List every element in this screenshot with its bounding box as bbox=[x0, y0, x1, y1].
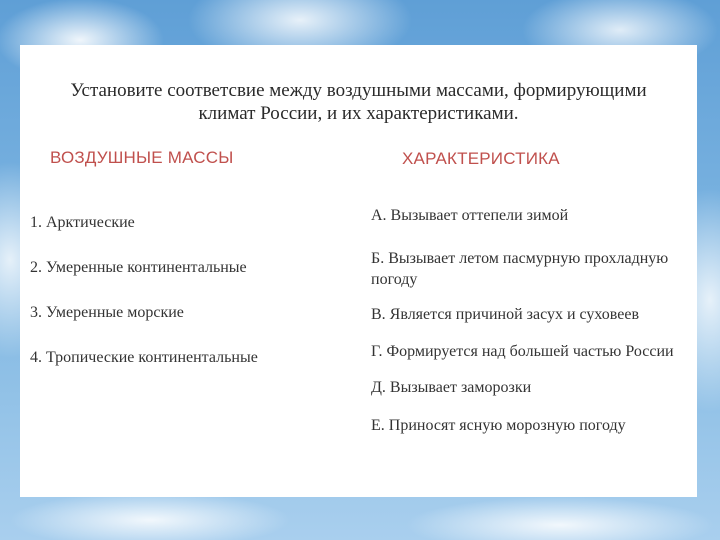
characteristic-item: Д. Вызывает заморозки bbox=[371, 379, 532, 396]
air-masses-header: ВОЗДУШНЫЕ МАССЫ bbox=[50, 148, 234, 167]
characteristic-item: Е. Приносят ясную морозную погоду bbox=[371, 417, 626, 434]
characteristic-item: Б. Вызывает летом пасмурную прохладную погоду bbox=[371, 250, 669, 288]
air-masses-list bbox=[30, 211, 360, 391]
characteristics-list bbox=[371, 205, 691, 436]
slide bbox=[20, 45, 697, 497]
air-mass-item: 1. Арктические bbox=[30, 214, 135, 231]
air-mass-item: 3. Умеренные морские bbox=[30, 304, 184, 321]
characteristic-item: В. Является причиной засух и суховеев bbox=[371, 306, 640, 323]
slide-title bbox=[20, 79, 697, 125]
title-line-1: Установите соответсвие между воздушными массами, формирующими bbox=[70, 80, 647, 101]
characteristic-item: Г. Формируется над большей частью России bbox=[371, 343, 674, 360]
characteristic-item: А. Вызывает оттепели зимой bbox=[371, 207, 569, 224]
title-line-2: климат России, и их характеристиками. bbox=[198, 103, 519, 124]
characteristics-header: ХАРАКТЕРИСТИКА bbox=[402, 149, 560, 168]
air-mass-item: 4. Тропические континентальные bbox=[30, 349, 258, 366]
air-mass-item: 2. Умеренные континентальные bbox=[30, 259, 247, 276]
